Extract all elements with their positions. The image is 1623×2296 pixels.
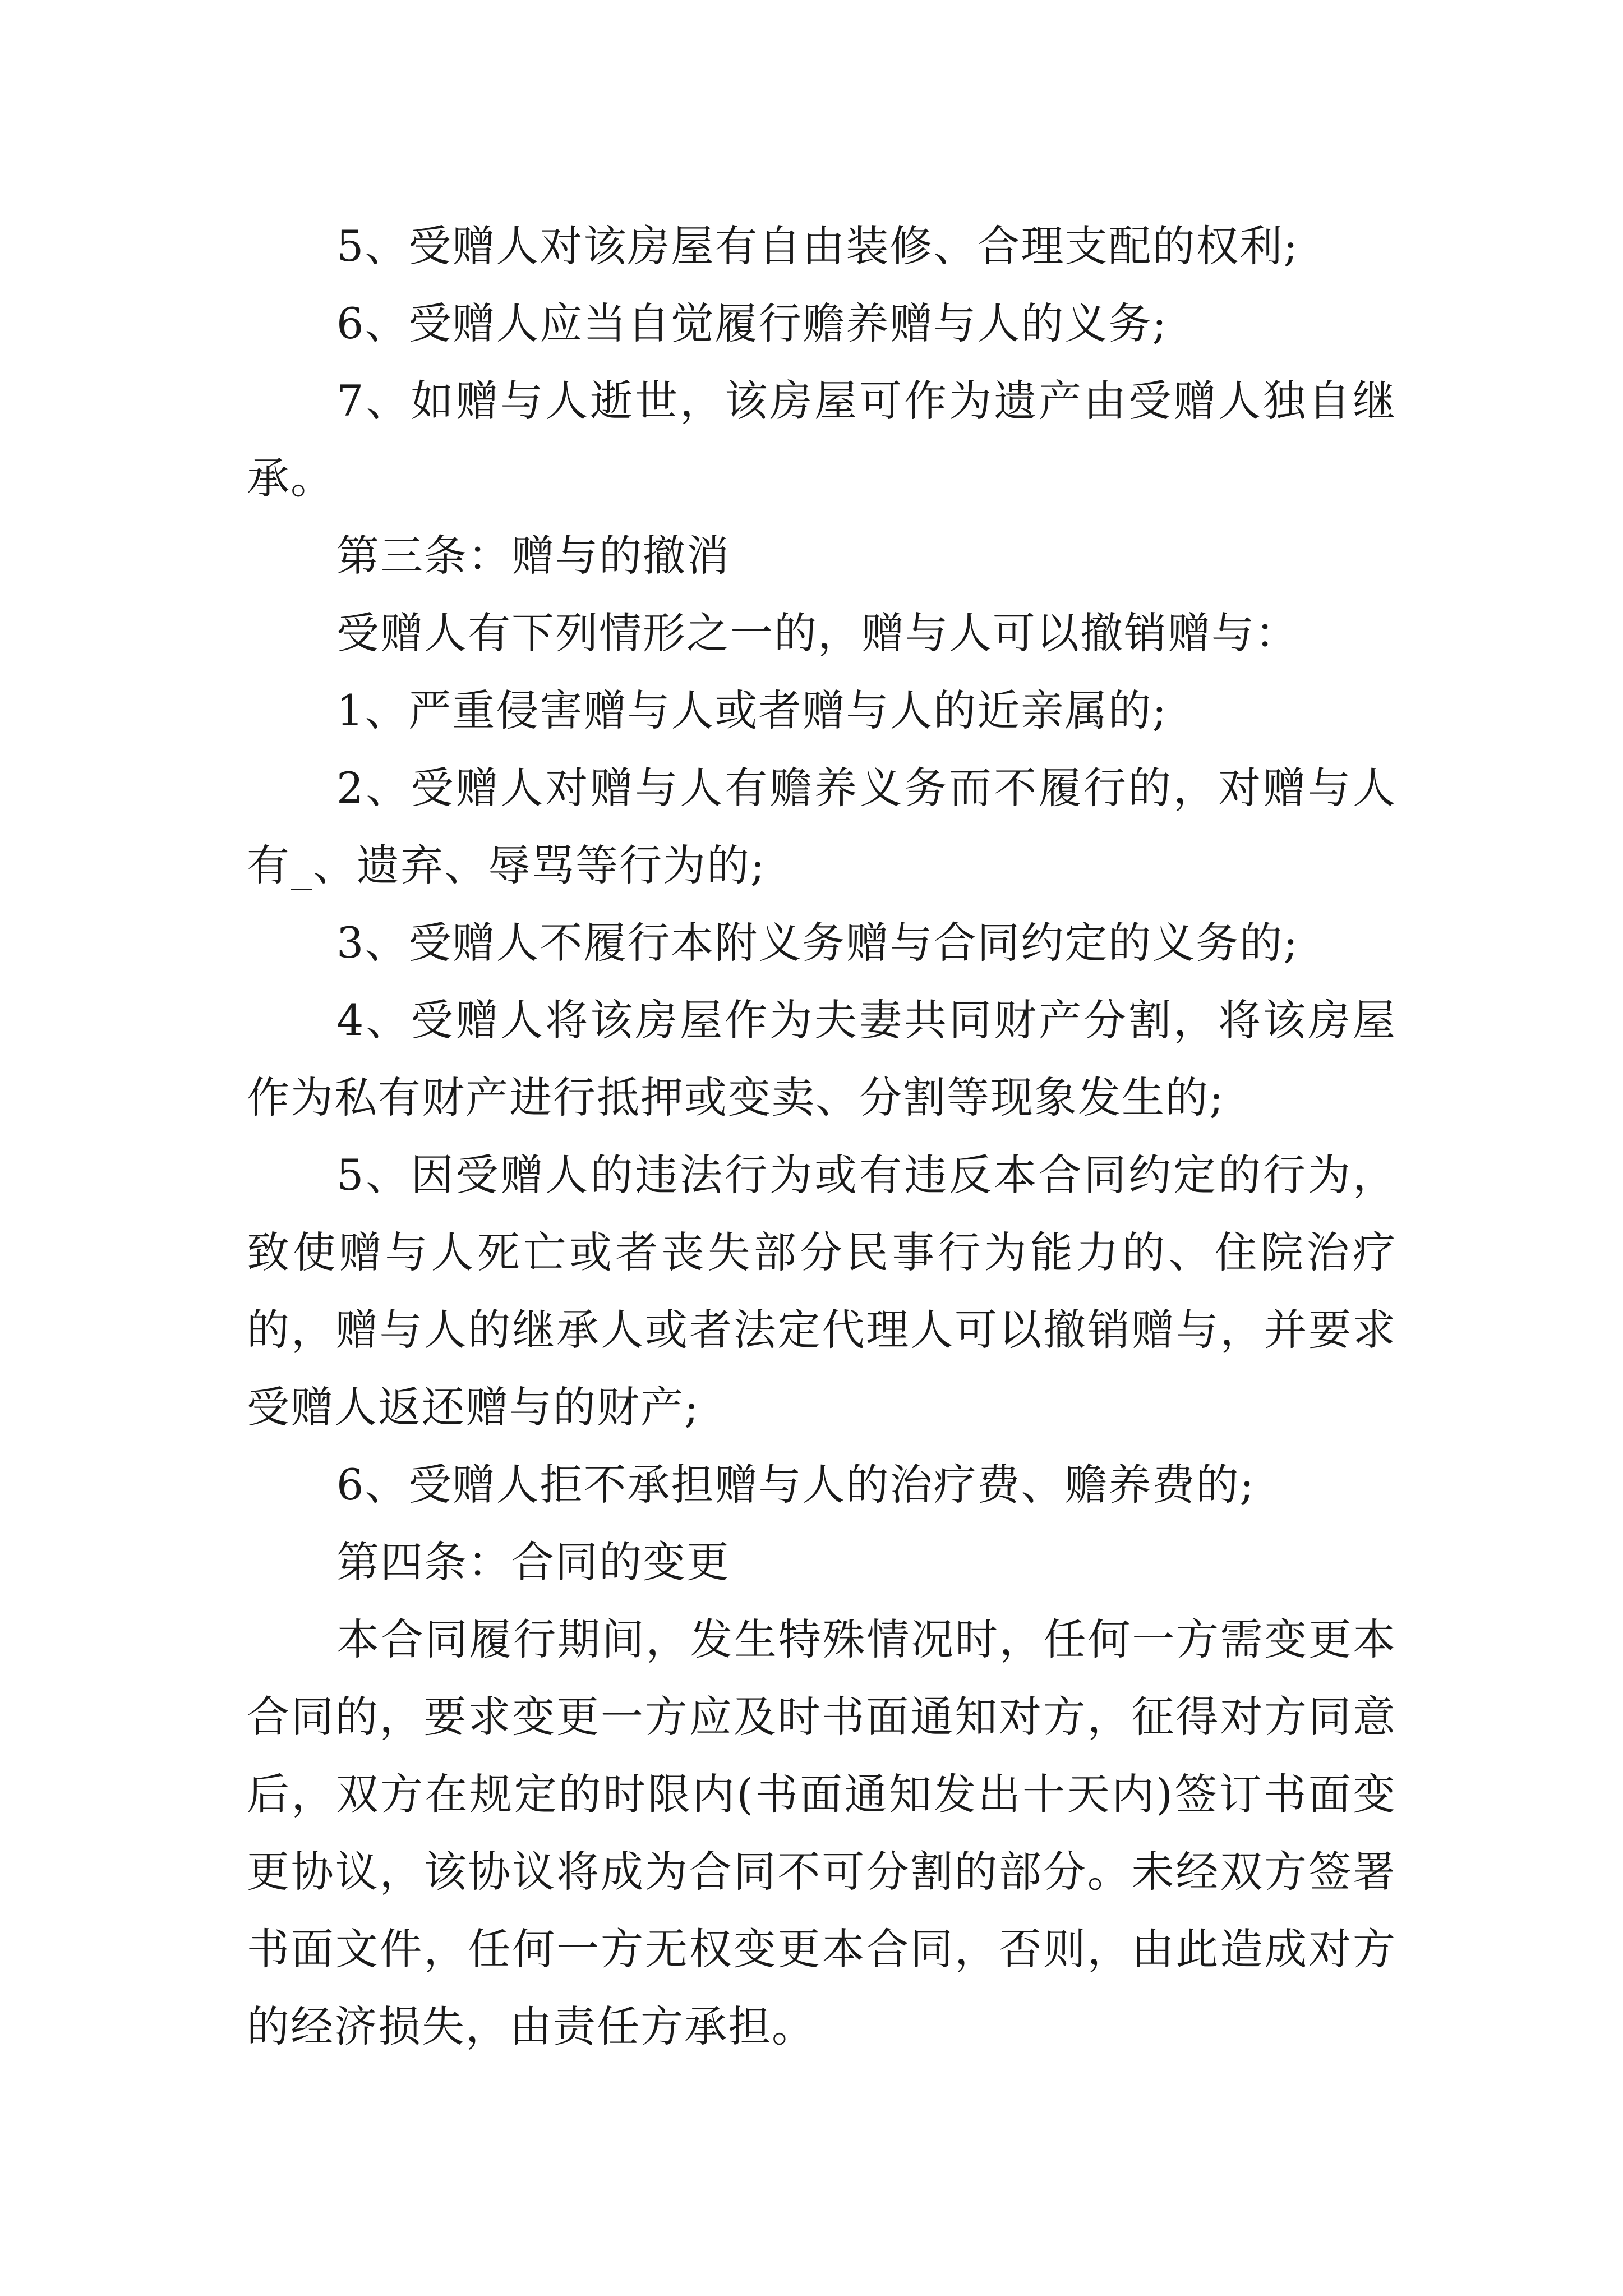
paragraph-revocation-1: 1、严重侵害赠与人或者赠与人的近亲属的;: [336, 685, 1168, 735]
paragraph-revocation-5: 5、因受赠人的违法行为或有违反本合同约定的行为，致使赠与人死亡或者丧失部分民事行为能力的、住院治疗的，赠与人的继承人或者法定代理人可以撤销赠与，并要求受赠人返还赠与的财产;: [247, 1150, 1396, 1432]
paragraph-revocation-intro: 受赠人有下列情形之一的，赠与人可以撤销赠与：: [336, 608, 1299, 658]
section-heading-article-3: 第三条：赠与的撤消: [336, 531, 730, 581]
paragraph-revocation-6: 6、受赠人拒不承担赠与人的治疗费、赡养费的;: [336, 1460, 1255, 1510]
paragraph-item-5-renovation: 5、受赠人对该房屋有自由装修、合理支配的权利;: [336, 221, 1299, 271]
paragraph-revocation-2: 2、受赠人对赠与人有赡养义务而不履行的，对赠与人有_、遗弃、辱骂等行为的;: [247, 763, 1396, 890]
paragraph-item-7-inheritance: 7、如赠与人逝世，该房屋可作为遗产由受赠人独自继承。: [247, 376, 1396, 503]
paragraph-revocation-3: 3、受赠人不履行本附义务赠与合同约定的义务的;: [336, 918, 1299, 968]
paragraph-contract-change: 本合同履行期间，发生特殊情况时，任何一方需变更本合同的，要求变更一方应及时书面通知对方，征得对方同意后，双方在规定的时限内(书面通知发出十天内)签订书面变更协议，该协议将成为合同不可分割的部分。未经双方签署书面文件，任何一方无权变更本合同，否则，由此造成对方的经济损失，由责任方承担。: [247, 1614, 1396, 2051]
section-heading-article-4: 第四条：合同的变更: [336, 1537, 730, 1587]
paragraph-item-6-support-duty: 6、受赠人应当自觉履行赡养赠与人的义务;: [336, 298, 1168, 348]
paragraph-revocation-4: 4、受赠人将该房屋作为夫妻共同财产分割，将该房屋作为私有财产进行抵押或变卖、分割等现象发生的;: [247, 995, 1396, 1122]
document-body: [247, 208, 1396, 2065]
